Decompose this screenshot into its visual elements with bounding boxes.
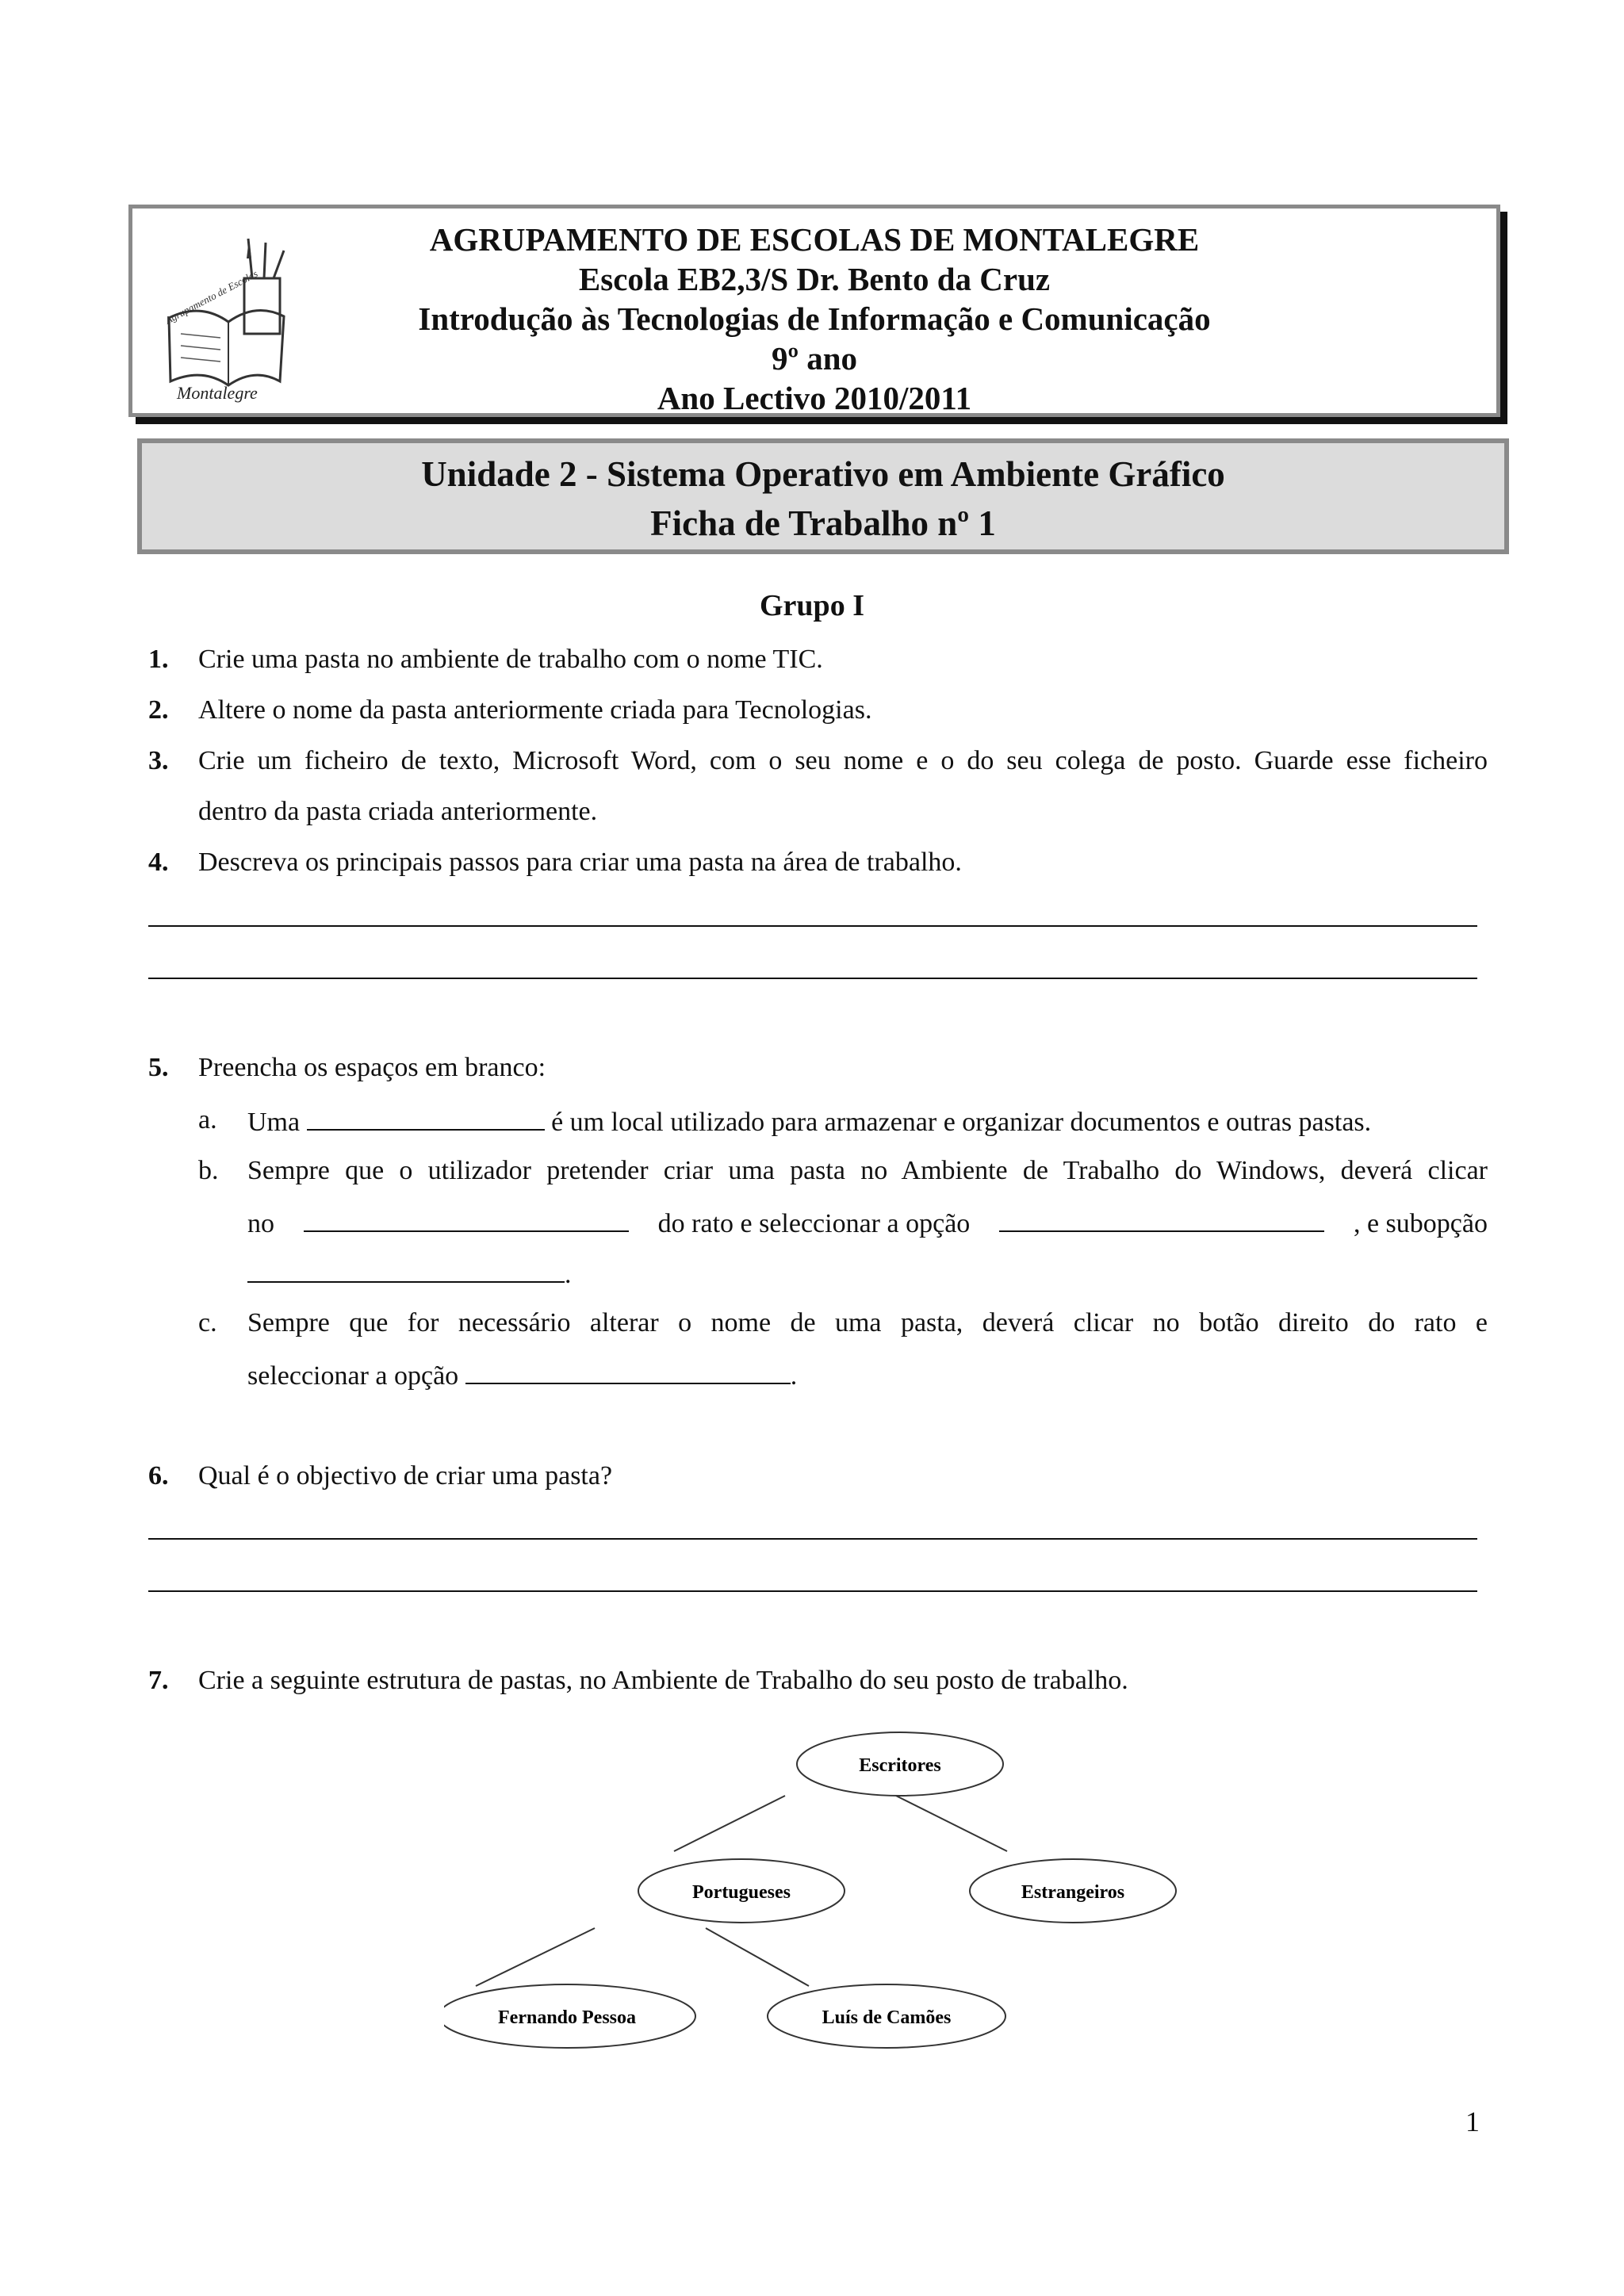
tree-edge	[896, 1796, 1007, 1851]
logo-text-arc: Agrupamento de Escolas	[163, 267, 260, 327]
question-text: Crie um ficheiro de texto, Microsoft Word, com o seu nome e o do seu colega de posto. Guarde esse ficheiro	[198, 746, 1488, 775]
blank-field[interactable]	[247, 1257, 565, 1283]
school-header-text	[132, 220, 1496, 418]
tree-node-root	[797, 1732, 1003, 1796]
sub-question-letter: c.	[198, 1308, 217, 1337]
blank-field[interactable]	[999, 1207, 1324, 1232]
question-number: 6.	[148, 1461, 169, 1490]
header-line-subject: Introdução às Tecnologias de Informação e Comunicação	[418, 300, 1211, 337]
group-title: Grupo I	[760, 589, 864, 622]
text-fragment: .	[790, 1361, 798, 1391]
text-fragment: é um local utilizado para armazenar e organizar documentos e outras pastas.	[551, 1108, 1372, 1137]
text-fragment: no	[247, 1209, 274, 1238]
answer-line[interactable]	[148, 925, 1477, 927]
page-number: 1	[1465, 2106, 1480, 2137]
unit-title: Unidade 2 - Sistema Operativo em Ambiente Gráfico	[421, 454, 1225, 494]
sub-question-letter: b.	[198, 1156, 219, 1185]
header-line-grade: 9º ano	[771, 340, 858, 377]
question-text: Crie uma pasta no ambiente de trabalho com o nome TIC.	[198, 645, 823, 674]
header-line-year: Ano Lectivo 2010/2011	[657, 380, 972, 416]
question-text: Altere o nome da pasta anteriormente criada para Tecnologias.	[198, 695, 872, 725]
header-line-school: Escola EB2,3/S Dr. Bento da Cruz	[578, 261, 1051, 297]
tree-node-luis-de-camoes	[768, 1984, 1005, 2048]
tree-node-label: Portugueses	[692, 1882, 791, 1903]
blank-field[interactable]	[307, 1105, 545, 1131]
text-fragment: , e subopção	[1353, 1209, 1488, 1238]
blank-field[interactable]	[304, 1207, 629, 1232]
question-number: 5.	[148, 1053, 169, 1082]
sub-question-c-line2	[247, 1359, 797, 1391]
question-number: 3.	[148, 746, 169, 775]
text-fragment: seleccionar a opção	[247, 1361, 459, 1391]
question-text: Qual é o objectivo de criar uma pasta?	[198, 1461, 613, 1490]
school-header-box	[128, 205, 1500, 417]
answer-line[interactable]	[148, 1590, 1477, 1592]
text-fragment: .	[565, 1260, 572, 1289]
sub-question-letter: a.	[198, 1105, 217, 1135]
blank-field[interactable]	[465, 1359, 791, 1384]
question-text: Preencha os espaços em branco:	[198, 1053, 546, 1082]
question-number: 1.	[148, 645, 169, 674]
sub-question-a	[247, 1105, 1371, 1138]
question-text-continued: dentro da pasta criada anteriormente.	[198, 797, 598, 826]
tree-edge	[476, 1928, 595, 1986]
question-number: 4.	[148, 848, 169, 877]
unit-header-box	[137, 438, 1509, 554]
tree-node-estrangeiros	[970, 1859, 1176, 1923]
question-text: Descreva os principais passos para criar uma pasta na área de trabalho.	[198, 848, 962, 877]
tree-node-label: Luís de Camões	[822, 2007, 952, 2028]
folder-tree-diagram	[444, 1720, 1205, 2069]
tree-node-label: Estrangeiros	[1021, 1882, 1125, 1903]
text-fragment: Uma	[247, 1108, 301, 1137]
header-line-school-group: AGRUPAMENTO DE ESCOLAS DE MONTALEGRE	[429, 221, 1200, 258]
tree-edge	[706, 1928, 809, 1986]
question-text: Crie a seguinte estrutura de pastas, no Ambiente de Trabalho do seu posto de trabalho.	[198, 1666, 1128, 1695]
answer-line[interactable]	[148, 1538, 1477, 1540]
sub-question-c-line1: Sempre que for necessário alterar o nome de uma pasta, deverá clicar no botão direito do rato e	[247, 1308, 1488, 1337]
sub-question-b-line2	[247, 1207, 1488, 1239]
question-number: 2.	[148, 695, 169, 725]
question-number: 7.	[148, 1666, 169, 1695]
tree-edge	[674, 1796, 785, 1851]
answer-line[interactable]	[148, 978, 1477, 979]
sub-question-b-line1: Sempre que o utilizador pretender criar uma pasta no Ambiente de Trabalho do Windows, deverá clicar	[247, 1156, 1488, 1185]
tree-node-label: Escritores	[859, 1755, 941, 1776]
tree-node-portugueses	[638, 1859, 845, 1923]
text-fragment: do rato e seleccionar a opção	[657, 1209, 971, 1238]
logo-text-name: Montalegre	[177, 383, 258, 403]
sub-question-b-line3	[247, 1257, 572, 1290]
tree-node-label: Fernando Pessoa	[498, 2007, 636, 2028]
worksheet-title: Ficha de Trabalho nº 1	[650, 503, 996, 543]
tree-node-fernando-pessoa	[444, 1984, 695, 2048]
